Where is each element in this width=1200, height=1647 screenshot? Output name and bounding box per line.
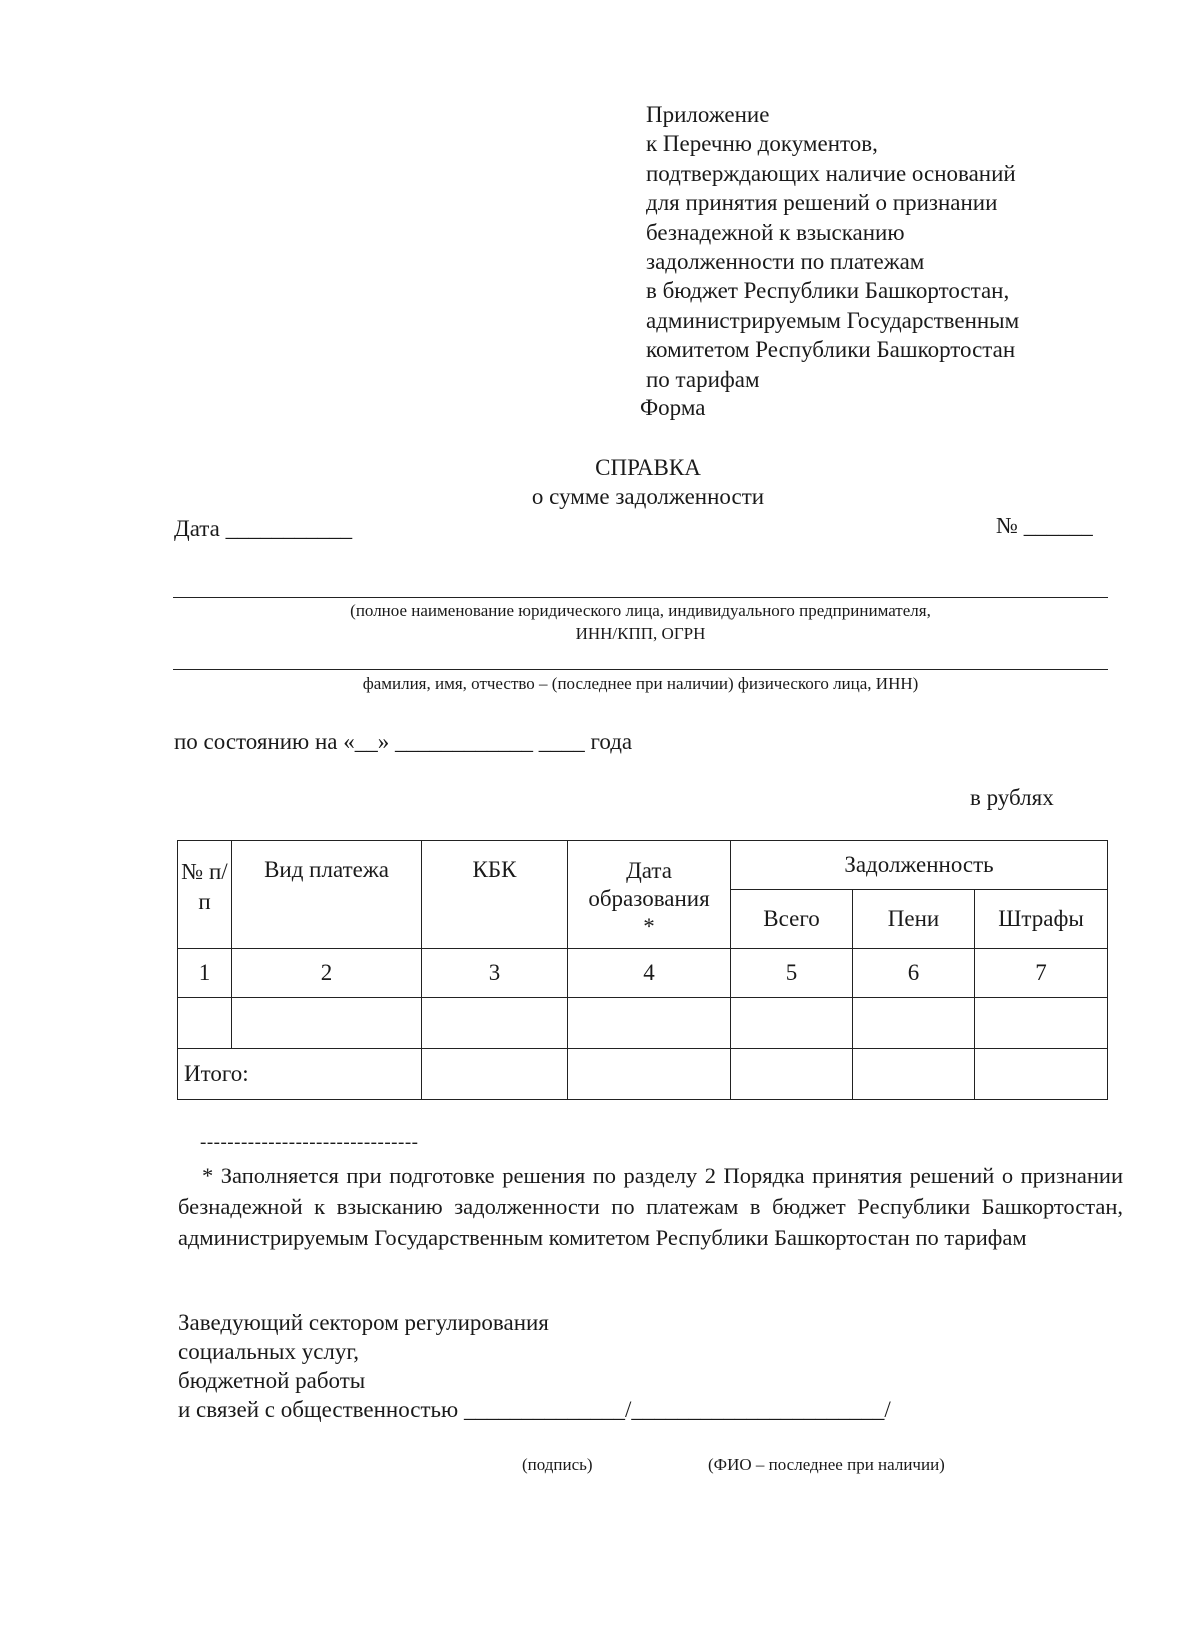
column-number: 1	[178, 949, 232, 998]
annex-line: безнадежной к взысканию	[646, 219, 905, 245]
document-subtitle: о сумме задолженности	[531, 484, 765, 509]
column-number: 6	[853, 949, 975, 998]
header-kbk: КБК	[422, 841, 568, 949]
table-cell	[422, 998, 568, 1049]
column-number: 7	[975, 949, 1108, 998]
footnote-text: * Заполняется при подготовке решения по разделу 2 Порядка принятия решений о признании безнадежной к взысканию задолженности по платежам в бюджет Республики Башкортостан, администрируемым Государственным комитетом Республики Башкортостан по тарифам	[178, 1163, 1123, 1250]
table-cell	[232, 998, 422, 1049]
annex-line: к Перечню документов,	[646, 131, 878, 157]
footnote-separator: --------------------------------	[200, 1132, 419, 1153]
signature-line: и связей с общественностью	[178, 1397, 459, 1422]
number-label: №	[996, 513, 1018, 538]
table-cell	[178, 998, 232, 1049]
debt-table	[177, 840, 1108, 1100]
annex-block	[646, 100, 1019, 394]
header-payment-type: Вид платежа	[232, 841, 422, 949]
header-num: № п/п	[178, 841, 232, 949]
signature-block	[178, 1308, 891, 1424]
org-caption-1: (полное наименование юридического лица, индивидуального предпринимателя,	[350, 601, 931, 620]
column-number: 5	[731, 949, 853, 998]
annex-line: комитетом Республики Башкортостан	[646, 337, 1016, 363]
name-caption: (ФИО – последнее при наличии)	[708, 1455, 945, 1474]
table-cell	[853, 1049, 975, 1100]
signature-last-row	[178, 1395, 891, 1424]
table-cell	[731, 1049, 853, 1100]
org-name-line	[173, 597, 1108, 598]
annex-line: по тарифам	[646, 366, 760, 392]
table-row	[178, 998, 1108, 1049]
signature-line: бюджетной работы	[178, 1368, 366, 1393]
number-field	[996, 513, 1093, 539]
org-caption-2: ИНН/КПП, ОГРН	[575, 624, 706, 643]
number-blank: ______	[1023, 513, 1093, 538]
person-name-line	[173, 669, 1108, 670]
table-cell	[731, 998, 853, 1049]
header-fines: Штрафы	[975, 890, 1108, 949]
as-of-date: по состоянию на «__» ____________ ____ года	[174, 729, 633, 754]
column-number: 2	[232, 949, 422, 998]
annex-line: Приложение	[646, 102, 770, 127]
person-caption: фамилия, имя, отчество – (последнее при наличии) физического лица, ИНН)	[362, 674, 919, 693]
date-field	[174, 516, 352, 542]
table-cell	[568, 1049, 731, 1100]
signature-blanks: ______________/______________________/	[463, 1397, 891, 1422]
form-label: Форма	[640, 395, 706, 420]
annex-line: администрируемым Государственным	[646, 307, 1020, 333]
header-debt: Задолженность	[731, 841, 1108, 890]
date-blank: ___________	[225, 516, 353, 541]
currency-note: в рублях	[970, 785, 1054, 810]
table-total-row	[178, 1049, 1108, 1100]
signature-line: Заведующий сектором регулирования	[178, 1310, 549, 1335]
table-cell	[422, 1049, 568, 1100]
document-title: СПРАВКА	[595, 455, 701, 480]
column-number: 3	[422, 949, 568, 998]
header-penalties: Пени	[853, 890, 975, 949]
annex-line: подтверждающих наличие оснований	[646, 160, 1016, 186]
table-cell	[975, 998, 1108, 1049]
annex-line: в бюджет Республики Башкортостан,	[646, 278, 1010, 304]
total-label: Итого:	[178, 1049, 422, 1100]
header-total: Всего	[731, 890, 853, 949]
column-number: 4	[568, 949, 731, 998]
table-cell	[975, 1049, 1108, 1100]
annex-line: задолженности по платежам	[646, 249, 925, 275]
header-date-formed: Дата образования *	[568, 841, 731, 949]
table-cell	[853, 998, 975, 1049]
signature-caption: (подпись)	[522, 1455, 593, 1474]
annex-line: для принятия решений о признании	[646, 190, 998, 216]
table-cell	[568, 998, 731, 1049]
date-label: Дата	[174, 516, 220, 541]
signature-line: социальных услуг,	[178, 1339, 359, 1364]
